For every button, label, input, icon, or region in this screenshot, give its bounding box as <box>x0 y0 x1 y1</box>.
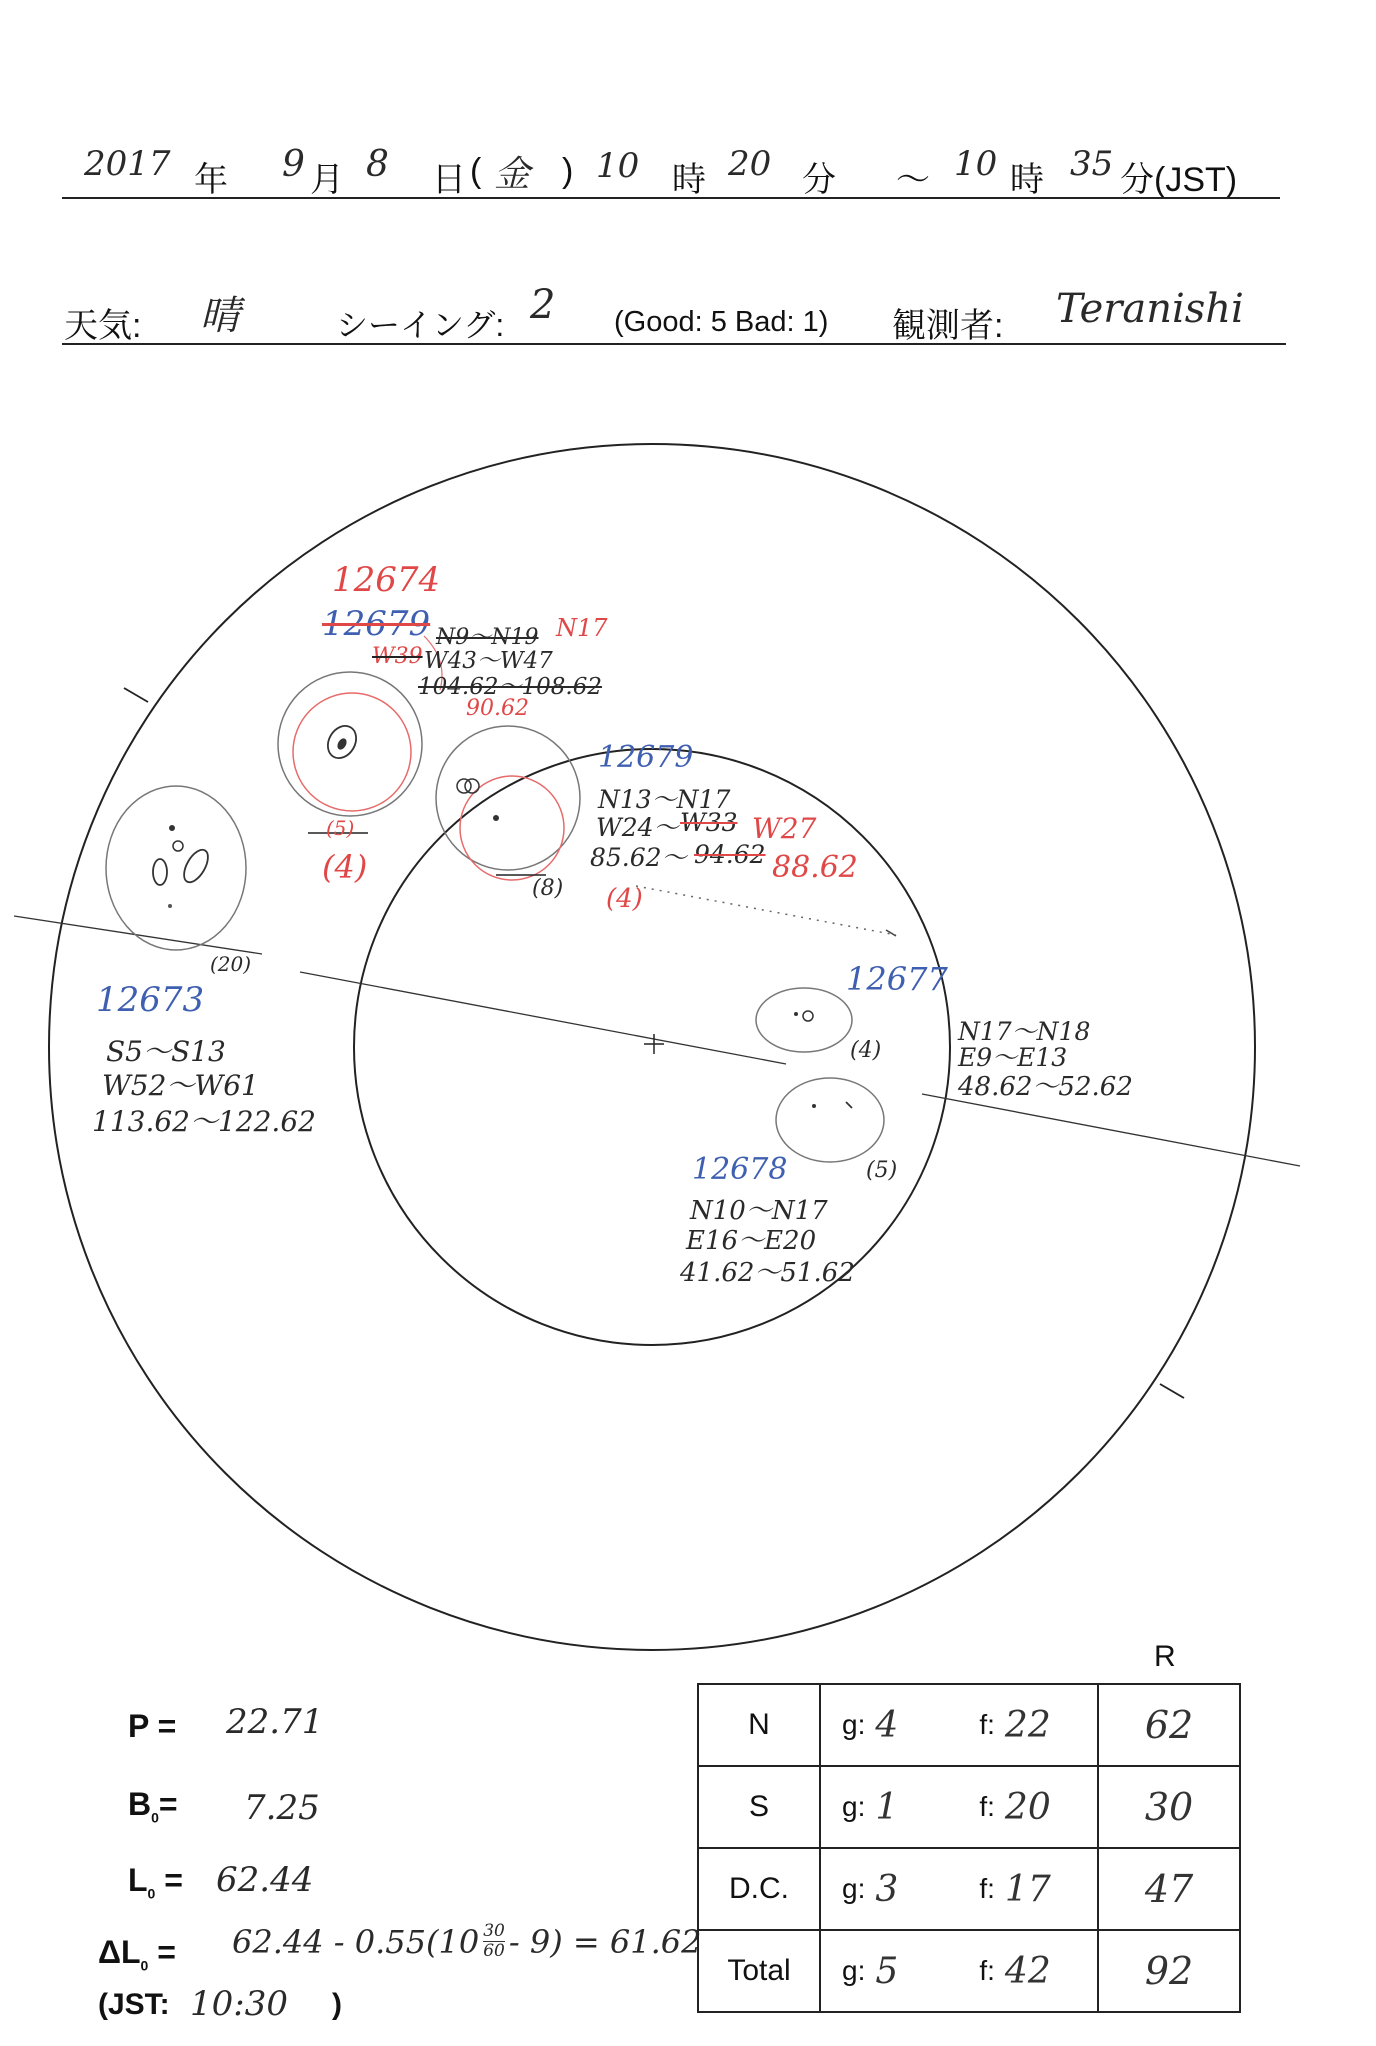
group-count: 4 <box>875 1704 899 1746</box>
r-column-header: R <box>1154 1640 1176 1673</box>
observer-label: 観測者: <box>892 307 1004 345</box>
end-hour-unit: 時 <box>1010 161 1044 199</box>
group-12674-cm: 90.62 <box>466 696 529 721</box>
start-min-unit: 分 <box>802 161 836 199</box>
group-12673-spot-e <box>168 904 172 908</box>
delta-l0-formula-part-a: 62.44 - 0.55(10 <box>232 1922 480 1961</box>
observer-value: Teranishi <box>1056 286 1244 332</box>
group-12678-lon: E16～E20 <box>686 1226 817 1256</box>
equator-line-right <box>922 1094 1300 1166</box>
l0-label: $L_0$ = <box>128 1862 183 1902</box>
group-12679-count-struck: (8) <box>532 876 564 901</box>
weather-value: 晴 <box>200 293 240 339</box>
axis-tick-southwest <box>1160 1384 1184 1398</box>
spot-count: 42 <box>1004 1950 1051 1992</box>
group-12677-cm: 48.62～52.62 <box>958 1072 1133 1102</box>
seeing-label: シーイング: <box>336 307 505 343</box>
jst-close: ) <box>332 1988 342 2021</box>
group-12678-spot-a <box>846 1102 852 1108</box>
group-count: 3 <box>875 1868 899 1910</box>
group-12673-spot-a <box>179 846 213 886</box>
group-12674-count-struck: (5) <box>326 816 355 840</box>
counts-row-n <box>698 1684 1240 1766</box>
group-12679-lon-struck: W33 <box>680 808 738 837</box>
row-label: S <box>698 1766 820 1848</box>
row-label: D.C. <box>698 1848 820 1930</box>
group-12677-count: (4) <box>850 1038 882 1063</box>
group-12674-umbra <box>336 737 349 751</box>
jst-value: 10:30 <box>190 1984 288 2024</box>
relative-number: 47 <box>1144 1867 1194 1911</box>
group-12674-lon-struck: W39 <box>372 644 423 669</box>
f-label: f: <box>979 1873 995 1904</box>
end-min-unit: 分(JST) <box>1120 161 1238 199</box>
relative-number: 30 <box>1144 1785 1194 1829</box>
equator-line-left <box>14 916 262 954</box>
group-12674-lon: W43～W47 <box>424 648 553 674</box>
delta-l0-label: $\Delta L_0$ = <box>98 1934 176 1974</box>
jst-label: (JST: <box>98 1988 170 2021</box>
month-unit: 月 <box>310 161 344 199</box>
group-12678-cm: 41.62～51.62 <box>680 1258 855 1288</box>
group-12673-spot-b <box>153 859 167 885</box>
g-label: g: <box>842 1791 866 1822</box>
group-12677-number: 12677 <box>846 960 948 998</box>
group-12679-outline <box>436 726 580 870</box>
delta-l0-frac-den: 60 <box>483 1941 505 1961</box>
dotted-guide-line <box>636 886 896 935</box>
axis-tick-northeast <box>124 688 148 702</box>
group-12679-cm-struck: 94.62 <box>694 840 766 869</box>
group-12678-outline <box>776 1078 884 1162</box>
start-hour-value: 10 <box>596 146 640 186</box>
group-and-spot-cell <box>820 1684 1098 1766</box>
end-min-value: 35 <box>1070 144 1114 184</box>
group-12677-spot-b <box>794 1012 798 1016</box>
group-12677-lat: N17～N18 <box>958 1017 1091 1046</box>
group-count: 5 <box>875 1950 899 1992</box>
group-12673-cm: 113.62～122.62 <box>92 1105 316 1138</box>
group-12674-lat: N17 <box>556 614 608 642</box>
row-label: Total <box>698 1930 820 2012</box>
relative-number-cell <box>1098 1684 1240 1766</box>
year-unit: 年 <box>194 161 228 199</box>
month-value: 9 <box>282 144 305 185</box>
relative-number-cell <box>1098 1766 1240 1848</box>
group-12678-spot-b <box>812 1104 816 1108</box>
group-12677-spot <box>803 1011 813 1021</box>
time-range-tilde: ～ <box>896 161 930 199</box>
group-and-spot-cell <box>820 1766 1098 1848</box>
relative-number: 62 <box>1144 1703 1194 1747</box>
relative-number-cell <box>1098 1930 1240 2012</box>
dotted-guide-end <box>886 930 896 936</box>
group-and-spot-cell <box>820 1930 1098 2012</box>
group-12674-number: 12674 <box>332 560 441 600</box>
b0-label: $B_0=$ <box>128 1786 178 1826</box>
start-hour-unit: 時 <box>672 161 706 199</box>
group-12673-number: 12673 <box>96 980 205 1020</box>
weekday-open: ( <box>470 152 482 190</box>
row-label: N <box>698 1684 820 1766</box>
f-label: f: <box>979 1791 995 1822</box>
spot-count: 22 <box>1004 1704 1051 1746</box>
group-12678-number: 12678 <box>692 1152 788 1187</box>
group-12673-spot-c <box>173 841 183 851</box>
spot-count: 20 <box>1004 1786 1051 1828</box>
group-12673-outline <box>106 786 246 950</box>
day-value: 8 <box>366 144 389 185</box>
delta-l0-formula-part-b: - 9) = 61.62 <box>508 1922 702 1961</box>
group-12678-lat: N10～N17 <box>690 1196 828 1226</box>
counts-row-total <box>698 1930 1240 2012</box>
sunspot-counts-table <box>697 1683 1241 2013</box>
group-12674-count: (4) <box>322 848 368 886</box>
group-count: 1 <box>875 1786 899 1828</box>
year-value: 2017 <box>84 144 171 184</box>
l0-value: 62.44 <box>216 1860 314 1900</box>
group-12679-spot-c <box>493 815 499 821</box>
end-hour-value: 10 <box>954 144 998 184</box>
f-label: f: <box>979 1709 995 1740</box>
f-label: f: <box>979 1955 995 1986</box>
group-12674-red-outline <box>293 693 411 811</box>
group-12679-spot-a <box>457 779 471 793</box>
group-12673-spot-d <box>169 825 175 831</box>
group-12673-lon: W52～W61 <box>102 1069 259 1102</box>
group-12679-number: 12679 <box>598 740 694 775</box>
relative-number: 92 <box>1144 1949 1194 1993</box>
p-label: P = <box>128 1708 177 1744</box>
group-12674-lat-struck: N9～N19 <box>436 625 539 650</box>
group-12679-count: (4) <box>606 884 643 914</box>
seeing-value: 2 <box>530 282 556 328</box>
group-12677-lon: E9～E13 <box>958 1043 1068 1072</box>
group-12673-lat: S5～S13 <box>106 1035 226 1068</box>
p-value: 22.71 <box>226 1702 324 1742</box>
delta-l0-frac-num: 30 <box>483 1921 505 1941</box>
group-12674-number-struck: 12679 <box>322 604 431 644</box>
seeing-scale: (Good: 5 Bad: 1) <box>614 306 829 338</box>
equator-line-center <box>300 972 786 1064</box>
group-12679-spot-b <box>465 779 479 793</box>
g-label: g: <box>842 1873 866 1904</box>
b0-value: 7.25 <box>244 1788 320 1828</box>
group-12679-cm: 88.62 <box>772 850 858 885</box>
g-label: g: <box>842 1955 866 1986</box>
group-12673-count: (20) <box>210 952 252 976</box>
counts-row-dc <box>698 1848 1240 1930</box>
group-12679-lon-a: W24～ <box>596 813 679 842</box>
group-12679-lat: N13～N17 <box>598 785 731 814</box>
spot-count: 17 <box>1004 1868 1051 1910</box>
g-label: g: <box>842 1709 866 1740</box>
counts-row-s <box>698 1766 1240 1848</box>
group-12679-lon: W27 <box>752 812 817 845</box>
group-12678-count: (5) <box>866 1158 898 1183</box>
delta-l0-fraction <box>483 1922 505 1961</box>
start-min-value: 20 <box>728 144 772 184</box>
day-unit: 日 <box>432 161 466 199</box>
weather-label: 天気: <box>64 307 142 345</box>
group-12674-cm-struck: 104.62～108.62 <box>418 674 602 700</box>
delta-l0-formula <box>232 1922 701 1961</box>
group-12679-cm-a: 85.62～ <box>590 843 687 872</box>
group-and-spot-cell <box>820 1848 1098 1930</box>
relative-number-cell <box>1098 1848 1240 1930</box>
weekday-value: 金 <box>494 154 531 195</box>
weekday-close: ) <box>562 152 574 190</box>
